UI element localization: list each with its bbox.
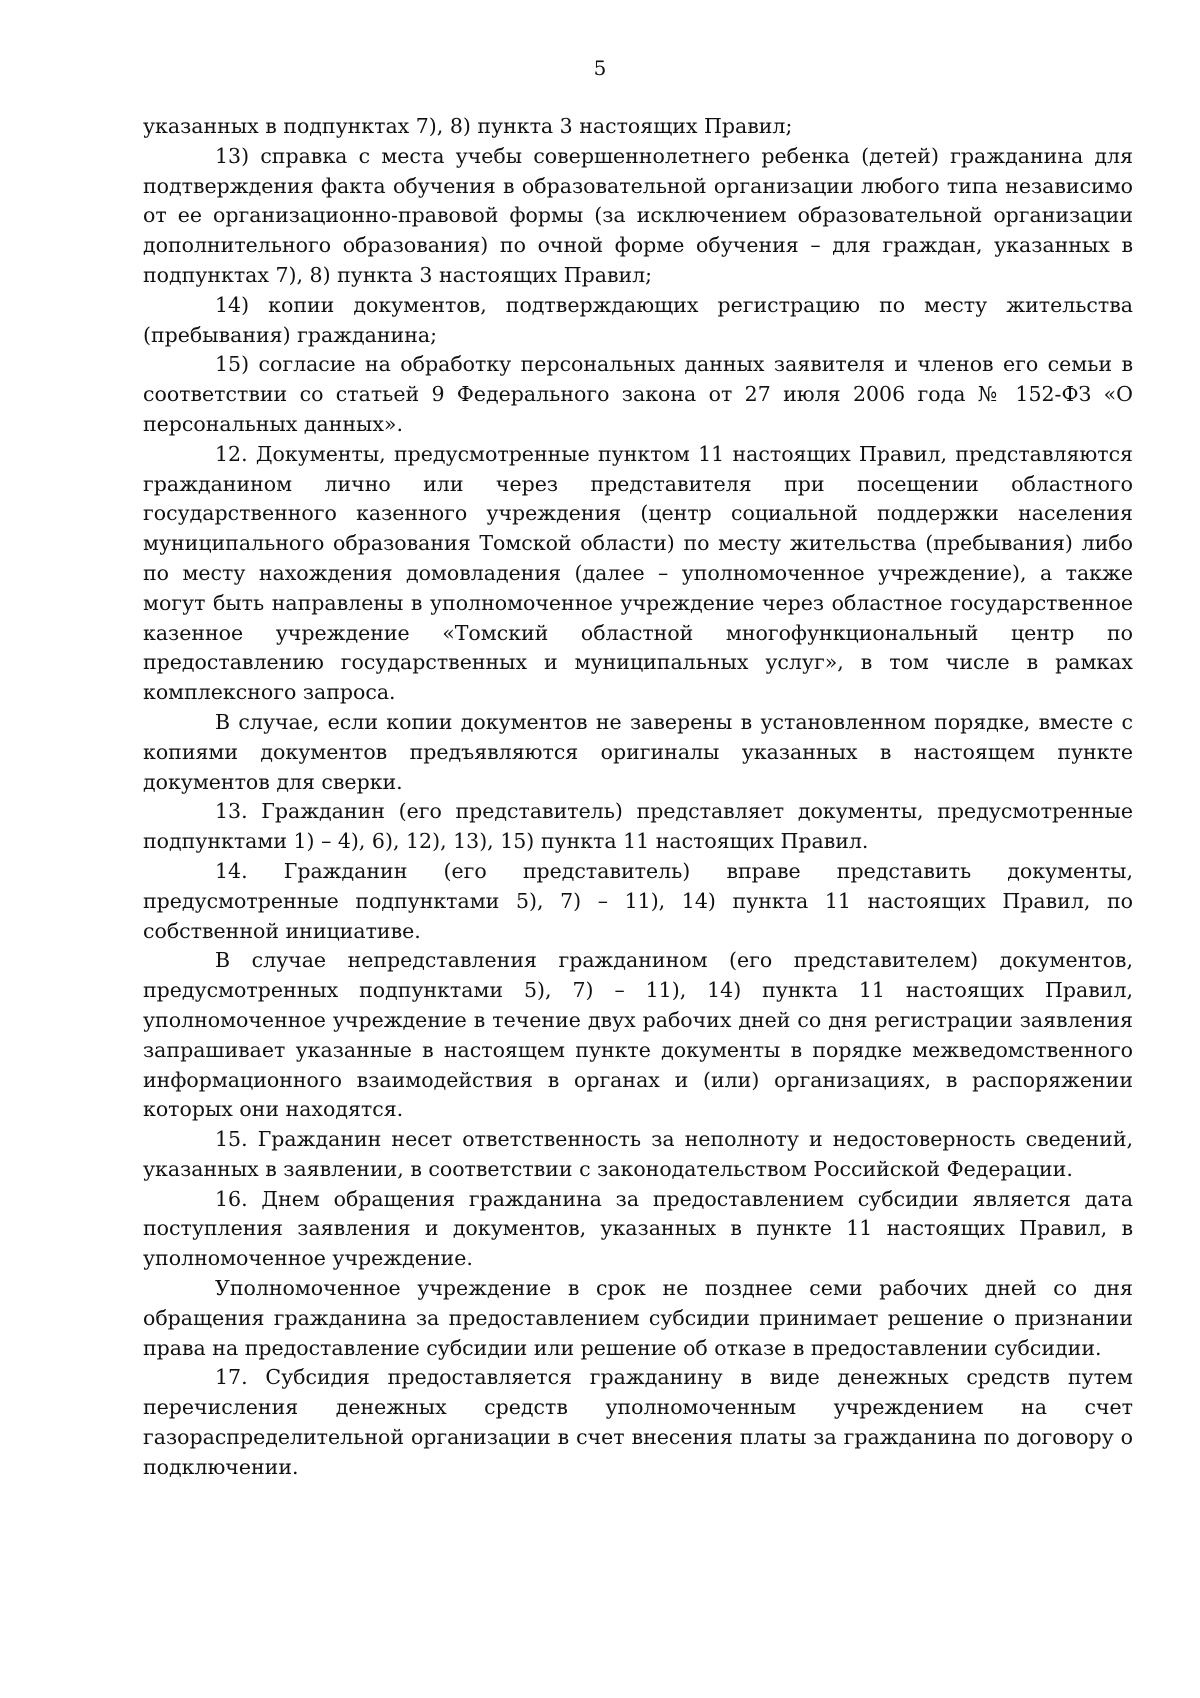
paragraph-item-14-interagency: В случае непредставления гражданином (его представителем) документов, предусмотренных подпунктами 5), 7) – 11), 14) пункта 11 настоящих Правил, уполномоченное учреждение в течение двух рабочих дней со дня регистрации заявления запрашивает указанные в настоящем пункте документы в порядке межведомственного информационного взаимодействия в органах и (или) организациях, в распоряжении которых они находятся. <box>143 948 1133 1122</box>
paragraph-continuation: указанных в подпунктах 7), 8) пункта 3 настоящих Правил; <box>143 114 793 138</box>
paragraph-item-16: 16. Днем обращения гражданина за предоставлением субсидии является дата поступления заявления и документов, указанных в пункте 11 настоящих Правил, в уполномоченное учреждение. <box>143 1186 1133 1271</box>
paragraph-item-14: 14. Гражданин (его представитель) вправе представить документы, предусмотренные подпунктами 5), 7) – 11), 14) пункта 11 настоящих Правил, по собственной инициативе. <box>143 858 1133 943</box>
paragraph-item-16-decision: Уполномоченное учреждение в срок не позднее семи рабочих дней со дня обращения гражданина за предоставлением субсидии принимает решение о признании права на предоставление субсидии или решение об отказе в предоставлении субсидии. <box>143 1276 1133 1360</box>
paragraph-subitem-14: 14) копии документов, подтверждающих регистрацию по месту жительства (пребывания) гражданина; <box>143 292 1133 347</box>
paragraph-item-12: 12. Документы, предусмотренные пунктом 11 настоящих Правил, представляются гражданином лично или через представителя при посещении областного государственного казенного учреждения (центр социальной поддержки населения муниципального образования Томской области) по месту жительства (пребывания) либо по месту нахождения домовладения (далее – уполномоченное учреждение), а также могут быть направлены в уполномоченное учреждение через областное государственное казенное учреждение «Томский областной многофункциональный центр по предоставлению государственных и муниципальных услуг», в том числе в рамках комплексного запроса. <box>143 441 1133 705</box>
paragraph-item-12-copies: В случае, если копии документов не заверены в установленном порядке, вместе с копиями документов предъявляются оригиналы указанных в настоящем пункте документов для сверки. <box>143 709 1133 794</box>
paragraph-item-15: 15. Гражданин несет ответственность за неполноту и недостоверность сведений, указанных в заявлении, в соответствии с законодательством Российской Федерации. <box>143 1127 1133 1181</box>
paragraph-item-17: 17. Субсидия предоставляется гражданину в виде денежных средств путем перечисления денежных средств уполномоченным учреждением на счет газораспределительной организации в счет внесения платы за гражданина по договору о подключении. <box>143 1365 1133 1479</box>
document-body <box>143 112 1133 1483</box>
page-number: 5 <box>593 56 607 80</box>
paragraph-subitem-15: 15) согласие на обработку персональных данных заявителя и членов его семьи в соответствии со статьей 9 Федерального закона от 27 июля 2006 года № 152-ФЗ «О персональных данных». <box>143 352 1133 436</box>
paragraph-subitem-13: 13) справка с места учебы совершеннолетнего ребенка (детей) гражданина для подтверждения факта обучения в образовательной организации любого типа независимо от ее организационно-правовой формы (за исключением образовательной организации дополнительного образования) по очной форме обучения – для граждан, указанных в подпунктах 7), 8) пункта 3 настоящих Правил; <box>143 143 1133 287</box>
paragraph-item-13: 13. Гражданин (его представитель) представляет документы, предусмотренные подпунктами 1) – 4), 6), 12), 13), 15) пункта 11 настоящих Правил. <box>143 799 1133 854</box>
